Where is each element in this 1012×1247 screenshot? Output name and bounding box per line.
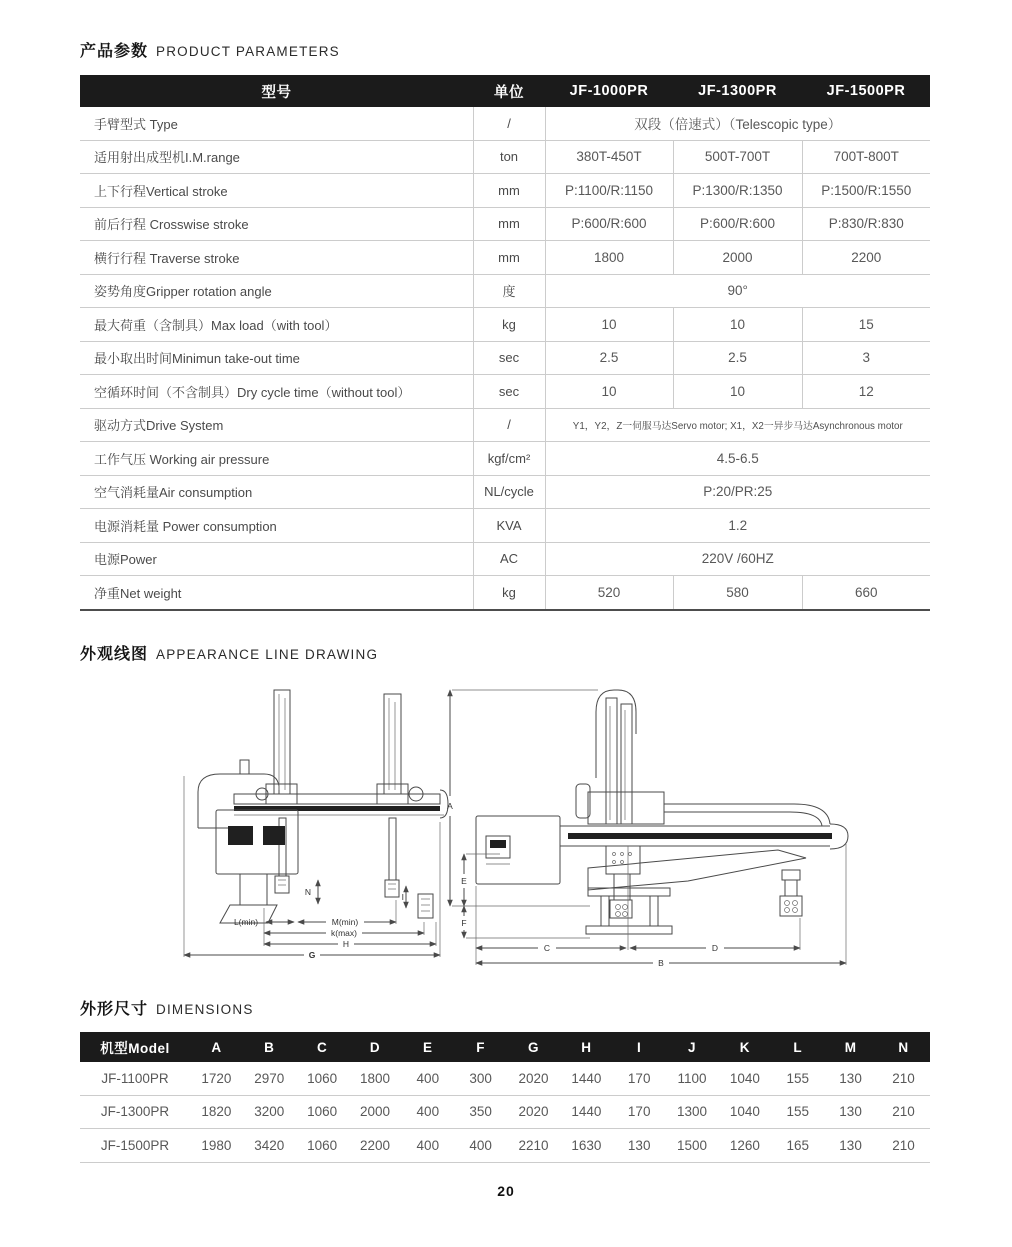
dim-model-name: JF-1500PR — [80, 1129, 190, 1163]
left-arm-2 — [385, 818, 399, 897]
dim-value: 2210 — [507, 1129, 560, 1163]
left-base-foot — [220, 874, 277, 923]
parameters-section-title — [80, 38, 340, 61]
dim-label-i: I — [401, 892, 404, 902]
spec-value-span: P:20/PR:25 — [545, 475, 930, 509]
dim-value: 155 — [771, 1062, 824, 1095]
left-right-gripper — [418, 894, 433, 918]
spec-row — [80, 107, 930, 140]
right-control-box — [476, 816, 560, 884]
spec-value: 10 — [545, 375, 673, 409]
spec-param-label: 空气消耗量Air consumption — [80, 475, 473, 509]
spec-unit: sec — [473, 341, 545, 375]
dim-value: 1800 — [349, 1062, 402, 1095]
spec-row — [80, 274, 930, 308]
spec-value-span: Y1，Y2，Z一伺服马达Servo motor; X1，X2一异步马达Asynchronous motor — [545, 408, 930, 442]
dim-header-cell: D — [349, 1032, 402, 1062]
dim-label-h: H — [342, 939, 350, 949]
spec-param-label: 适用射出成型机I.M.range — [80, 140, 473, 174]
right-arm-gripper — [606, 846, 640, 918]
spec-param-label: 电源消耗量 Power consumption — [80, 509, 473, 543]
spec-value: 380T-450T — [545, 140, 673, 174]
dim-label-e: E — [461, 876, 467, 886]
spec-unit: KVA — [473, 509, 545, 543]
dim-value: 2020 — [507, 1095, 560, 1129]
left-tower-1 — [256, 690, 297, 804]
spec-param-label: 姿势角度Gripper rotation angle — [80, 274, 473, 308]
spec-value: 15 — [802, 308, 930, 342]
spec-value-span: 1.2 — [545, 509, 930, 543]
spec-row — [80, 341, 930, 375]
dim-model-name: JF-1100PR — [80, 1062, 190, 1095]
dim-header-cell: A — [190, 1032, 243, 1062]
spec-value: 2.5 — [673, 341, 802, 375]
right-line-drawing — [438, 676, 866, 976]
spec-value: 2000 — [673, 241, 802, 275]
spec-header-model-1: JF-1000PR — [545, 75, 673, 107]
right-machine-outline — [476, 690, 848, 934]
spec-value-span: 4.5-6.5 — [545, 442, 930, 476]
dim-header-cell: F — [454, 1032, 507, 1062]
dim-value: 1060 — [296, 1095, 349, 1129]
spec-param-label: 工作气压 Working air pressure — [80, 442, 473, 476]
spec-value-span: 220V /60HZ — [545, 542, 930, 576]
spec-unit: ton — [473, 140, 545, 174]
spec-unit: / — [473, 107, 545, 140]
page-number: 20 — [497, 1183, 515, 1199]
spec-header-row — [80, 75, 930, 107]
spec-row — [80, 475, 930, 509]
drawing-title-en: APPEARANCE LINE DRAWING — [156, 647, 379, 662]
dim-header-cell: C — [296, 1032, 349, 1062]
dim-label-mmin: M(min) — [331, 917, 359, 927]
spec-unit: mm — [473, 207, 545, 241]
dim-header-cell: 机型Model — [80, 1032, 190, 1062]
dim-value: 170 — [613, 1062, 666, 1095]
dim-header-cell: B — [243, 1032, 296, 1062]
dimensions-section-title — [80, 996, 254, 1019]
dim-row — [80, 1129, 930, 1163]
dim-value: 2970 — [243, 1062, 296, 1095]
dim-value: 130 — [613, 1129, 666, 1163]
dim-value: 1820 — [190, 1095, 243, 1129]
dim-value: 350 — [454, 1095, 507, 1129]
left-line-drawing — [178, 676, 452, 976]
dim-value: 130 — [824, 1095, 877, 1129]
spec-value: 700T-800T — [802, 140, 930, 174]
dim-header-cell: M — [824, 1032, 877, 1062]
spec-value: P:830/R:830 — [802, 207, 930, 241]
dim-value: 1440 — [560, 1095, 613, 1129]
dim-value: 1100 — [666, 1062, 719, 1095]
left-machine-outline — [198, 690, 448, 923]
right-support-arm — [588, 850, 806, 890]
dim-header-row — [80, 1032, 930, 1062]
dim-value: 400 — [454, 1129, 507, 1163]
spec-value: 10 — [673, 308, 802, 342]
spec-unit: kgf/cm² — [473, 442, 545, 476]
spec-header-model-3: JF-1500PR — [802, 75, 930, 107]
spec-header-unit: 单位 — [473, 75, 545, 107]
spec-value: P:600/R:600 — [545, 207, 673, 241]
spec-header-param: 型号 — [80, 75, 473, 107]
parameters-title-en: PRODUCT PARAMETERS — [156, 44, 340, 59]
dim-label-kmax: k(max) — [331, 928, 357, 938]
spec-value: 3 — [802, 341, 930, 375]
spec-value: 2.5 — [545, 341, 673, 375]
drawing-section-title — [80, 641, 378, 664]
dim-value: 1980 — [190, 1129, 243, 1163]
dim-value: 1060 — [296, 1062, 349, 1095]
spec-row — [80, 408, 930, 442]
dim-value: 1260 — [718, 1129, 771, 1163]
right-hanging-gripper — [780, 870, 802, 916]
dim-value: 1500 — [666, 1129, 719, 1163]
right-beam — [560, 804, 848, 849]
dim-label-g: G — [308, 950, 316, 960]
spec-param-label: 驱动方式Drive System — [80, 408, 473, 442]
dim-header-cell: I — [613, 1032, 666, 1062]
drawing-title-zh: 外观线图 — [80, 646, 149, 663]
spec-row — [80, 576, 930, 610]
spec-param-label: 横行行程 Traverse stroke — [80, 241, 473, 275]
dimensions-title-zh: 外形尺寸 — [80, 1001, 149, 1018]
dim-header-cell: K — [718, 1032, 771, 1062]
dimensions-title-en: DIMENSIONS — [156, 1002, 254, 1017]
spec-value: 10 — [673, 375, 802, 409]
dim-value: 1720 — [190, 1062, 243, 1095]
spec-param-label: 电源Power — [80, 542, 473, 576]
spec-param-label: 最小取出时间Minimun take-out time — [80, 341, 473, 375]
spec-unit: sec — [473, 375, 545, 409]
spec-row — [80, 308, 930, 342]
spec-unit: AC — [473, 542, 545, 576]
spec-row — [80, 207, 930, 241]
spec-unit: 度 — [473, 274, 545, 308]
dim-value: 1040 — [718, 1062, 771, 1095]
spec-value: P:1300/R:1350 — [673, 174, 802, 208]
spec-value: 520 — [545, 576, 673, 610]
dim-row — [80, 1095, 930, 1129]
dim-row — [80, 1062, 930, 1095]
dim-value: 210 — [877, 1062, 930, 1095]
spec-param-label: 手臂型式 Type — [80, 107, 473, 140]
spec-unit: mm — [473, 174, 545, 208]
spec-param-label: 上下行程Vertical stroke — [80, 174, 473, 208]
spec-value: 500T-700T — [673, 140, 802, 174]
dim-value: 130 — [824, 1062, 877, 1095]
spec-param-label: 净重Net weight — [80, 576, 473, 610]
dim-value: 155 — [771, 1095, 824, 1129]
parameters-title-zh: 产品参数 — [80, 43, 149, 60]
spec-param-label: 空循环时间（不含制具）Dry cycle time（without tool） — [80, 375, 473, 409]
dim-label-a: A — [447, 801, 453, 811]
dim-header-cell: N — [877, 1032, 930, 1062]
dim-header-cell: J — [666, 1032, 719, 1062]
dim-value: 3420 — [243, 1129, 296, 1163]
dim-label-b: B — [658, 958, 664, 968]
dim-value: 210 — [877, 1129, 930, 1163]
spec-row — [80, 140, 930, 174]
dim-value: 130 — [824, 1129, 877, 1163]
dim-label-lmin: L(min) — [233, 917, 259, 927]
spec-unit: / — [473, 408, 545, 442]
dim-value: 1300 — [666, 1095, 719, 1129]
dim-value: 2200 — [349, 1129, 402, 1163]
spec-row — [80, 542, 930, 576]
dim-header-cell: H — [560, 1032, 613, 1062]
right-pedestal — [586, 888, 672, 934]
dim-value: 1060 — [296, 1129, 349, 1163]
dim-label-d: D — [711, 943, 719, 953]
dim-value: 210 — [877, 1095, 930, 1129]
left-tower-2 — [377, 694, 423, 804]
spec-value: 2200 — [802, 241, 930, 275]
dim-value: 2020 — [507, 1062, 560, 1095]
spec-value: P:600/R:600 — [673, 207, 802, 241]
spec-value: 1800 — [545, 241, 673, 275]
dim-value: 170 — [613, 1095, 666, 1129]
dim-header-cell: L — [771, 1032, 824, 1062]
spec-param-label: 前后行程 Crosswise stroke — [80, 207, 473, 241]
dim-header-cell: G — [507, 1032, 560, 1062]
dim-value: 400 — [401, 1095, 454, 1129]
spec-value-span: 90° — [545, 274, 930, 308]
spec-value: 10 — [545, 308, 673, 342]
dim-header-cell: E — [401, 1032, 454, 1062]
line-drawings — [80, 676, 930, 984]
spec-row — [80, 174, 930, 208]
dim-value: 400 — [401, 1129, 454, 1163]
dim-label-n: N — [304, 887, 311, 897]
spec-header-model-2: JF-1300PR — [673, 75, 802, 107]
spec-unit: kg — [473, 576, 545, 610]
dim-value: 1040 — [718, 1095, 771, 1129]
spec-value: 660 — [802, 576, 930, 610]
spec-value: P:1100/R:1150 — [545, 174, 673, 208]
spec-row — [80, 375, 930, 409]
spec-row — [80, 509, 930, 543]
spec-row — [80, 442, 930, 476]
spec-row — [80, 241, 930, 275]
dim-value: 300 — [454, 1062, 507, 1095]
dim-value: 1440 — [560, 1062, 613, 1095]
dim-value: 3200 — [243, 1095, 296, 1129]
dimensions-table — [80, 1032, 930, 1163]
spec-value: 12 — [802, 375, 930, 409]
dim-value: 165 — [771, 1129, 824, 1163]
dim-label-c: C — [543, 943, 551, 953]
spec-unit: mm — [473, 241, 545, 275]
spec-value-span: 双段（倍速式）（Telescopic type） — [545, 107, 930, 140]
spec-table — [80, 75, 930, 611]
dim-value: 400 — [401, 1062, 454, 1095]
dim-value: 1630 — [560, 1129, 613, 1163]
dim-value: 2000 — [349, 1095, 402, 1129]
right-tower — [576, 690, 664, 824]
spec-unit: kg — [473, 308, 545, 342]
dim-model-name: JF-1300PR — [80, 1095, 190, 1129]
spec-unit: NL/cycle — [473, 475, 545, 509]
spec-value: 580 — [673, 576, 802, 610]
dim-label-f: F — [461, 918, 467, 928]
spec-value: P:1500/R:1550 — [802, 174, 930, 208]
spec-param-label: 最大荷重（含制具）Max load（with tool） — [80, 308, 473, 342]
